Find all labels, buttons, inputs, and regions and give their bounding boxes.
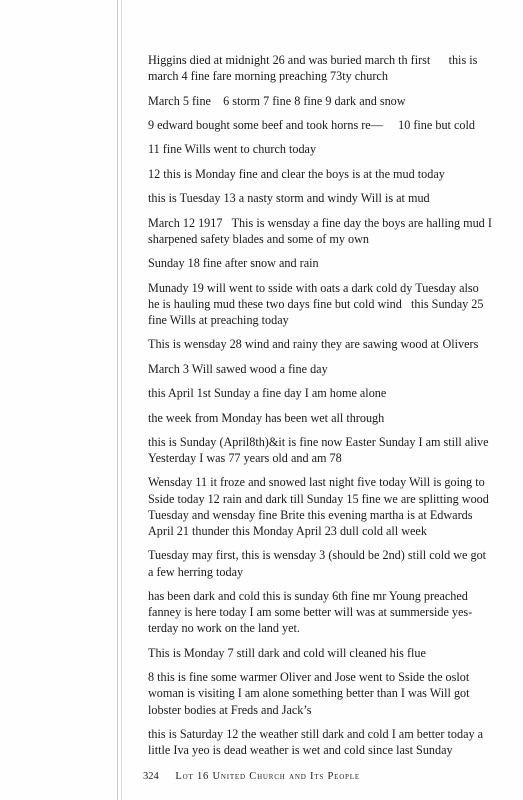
diary-entry: the week from Monday has been wet all through xyxy=(148,410,385,425)
diary-entry: March 12 1917 This is wensday a fine day the boys are halling mud I sharpened safety blades and some of my own xyxy=(148,215,492,246)
diary-entry: has been dark and cold this is sunday 6th fine mr Young preached fanney is here today I am some better will was at summerside yes-terday no work on the land yet. xyxy=(148,589,473,636)
page-footer xyxy=(143,771,360,782)
diary-entry: 11 fine Wills went to church today xyxy=(148,142,317,157)
diary-entry: 8 this is fine some warmer Oliver and Jose went to Sside the oslot woman is visiting I am alone something better than I was Will got lobster bodies at Freds and Jack’s xyxy=(148,670,470,717)
diary-entry: March 5 fine 6 storm 7 fine 8 fine 9 dark and snow xyxy=(148,93,406,108)
diary-entry: 9 edward bought some beef and took horns re— 10 fine but cold xyxy=(148,117,475,132)
diary-entry: this is Tuesday 13 a nasty storm and windy Will is at mud xyxy=(148,191,430,206)
diary-entry: March 3 Will sawed wood a fine day xyxy=(148,361,328,376)
diary-entry: this is Sunday (April8th)&it is fine now Easter Sunday I am still alive Yesterday I was 77 years old and am 78 xyxy=(148,434,489,466)
diary-entry: Tuesday may first, this is wensday 3 (should be 2nd) still cold we got a few herring today xyxy=(148,548,487,579)
margin-rule xyxy=(117,0,118,800)
diary-entry: this is Saturday 12 the weather still dark and cold I am better today a little Iva yeo is dead weather is wet and cold since last Sunday xyxy=(148,727,484,758)
page-number: 324 xyxy=(143,771,159,782)
diary-entry: 12 this is Monday fine and clear the boys is at the mud today xyxy=(148,166,445,181)
diary-entry: This is Monday 7 still dark and cold will cleaned his flue xyxy=(148,645,426,660)
diary-text xyxy=(148,52,493,767)
diary-entry: this April 1st Sunday a fine day I am home alone xyxy=(148,386,387,401)
diary-entry: Munady 19 will went to sside with oats a dark cold dy Tuesday also he is hauling mud these two days fine but cold wind this Sunday 25 fine Wills at preaching today xyxy=(148,280,484,327)
diary-entry: Sunday 18 fine after snow and rain xyxy=(148,256,319,271)
diary-entry: Wensday 11 it froze and snowed last night five today Will is going to Sside today 12 rain and dark till Sunday 15 fine we are splitting wood Tuesday and wensday fine Brite this evening martha is at Edwards April 21 thunder this Monday April 23 dull cold all week xyxy=(148,475,489,539)
margin-rule xyxy=(121,0,122,800)
diary-entry: This is wensday 28 wind and rainy they are sawing wood at Olivers xyxy=(148,337,479,352)
diary-entry: Higgins died at midnight 26 and was buried march th first this is march 4 fine fare morning preaching 73ty church xyxy=(148,53,478,84)
running-title: Lot 16 United Church and Its People xyxy=(175,771,360,782)
